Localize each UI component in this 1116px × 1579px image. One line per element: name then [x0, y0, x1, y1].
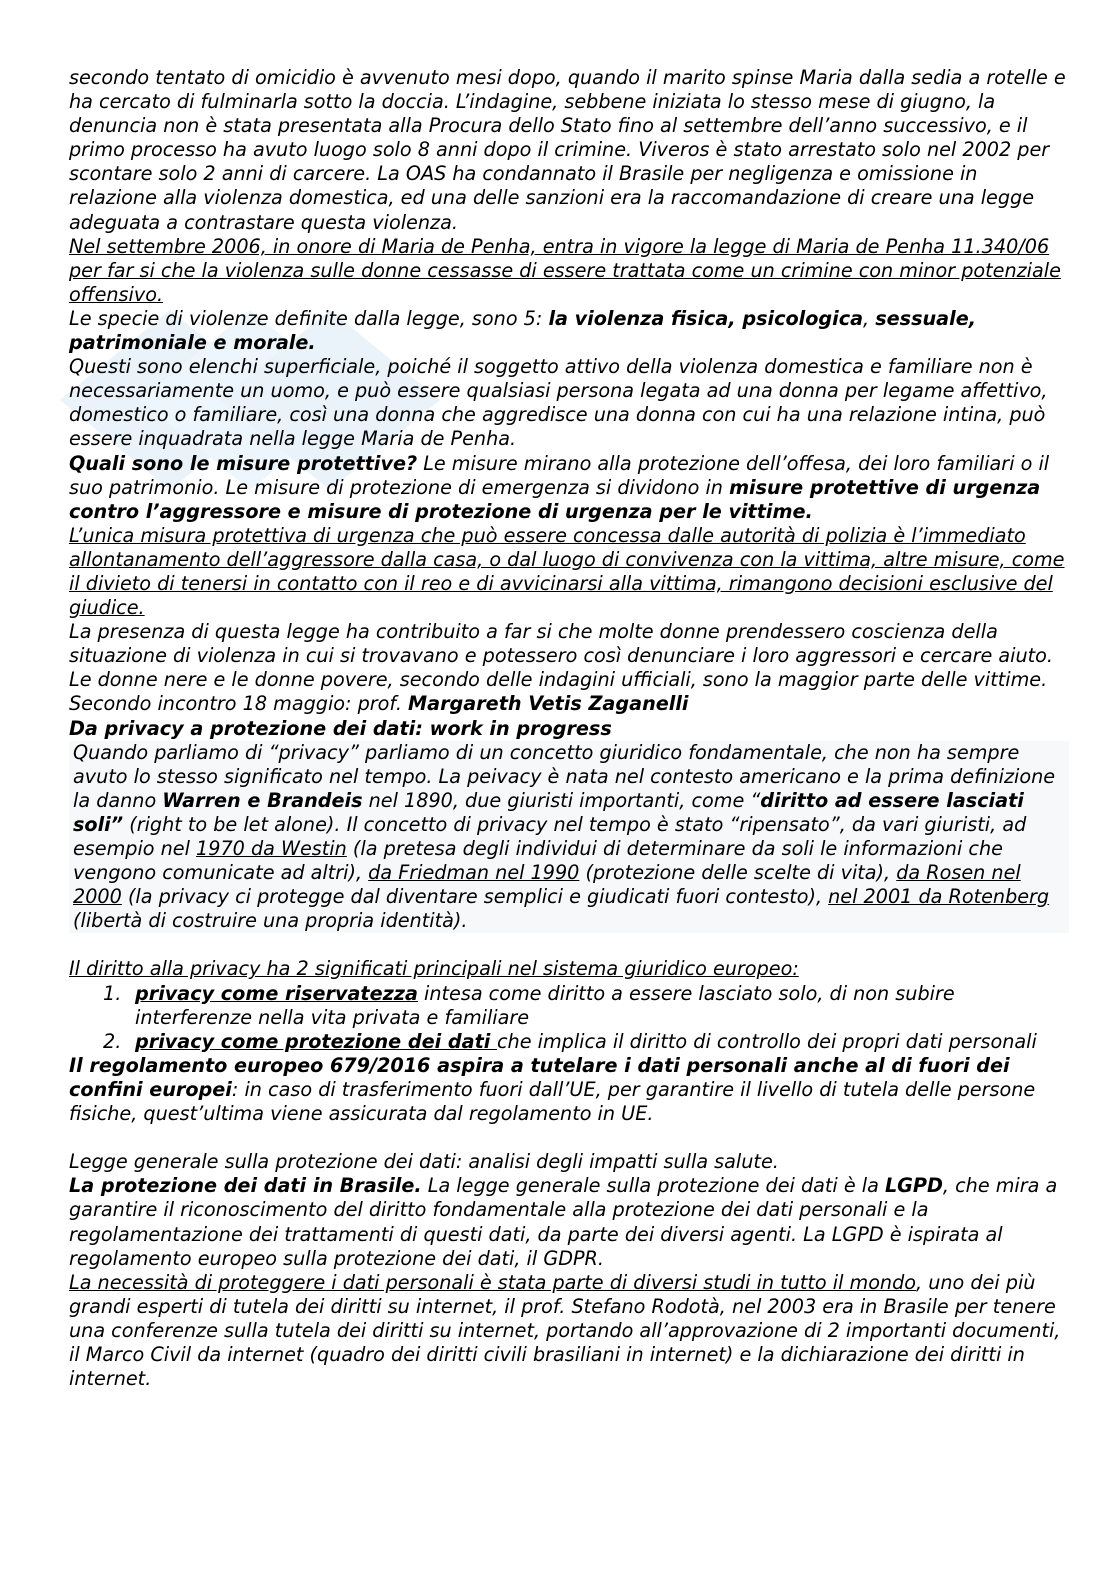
paragraph-1 [69, 66, 1069, 235]
text: La legge generale sulla protezione dei dati è la [421, 1174, 885, 1198]
underlined-text: Il diritto alla privacy ha 2 significati principali nel sistema giuridico europeo: [69, 957, 799, 981]
text: intesa come diritto a essere lasciato solo, di non subire interferenze nella vita privata e familiare [135, 981, 955, 1029]
text: , che mira a garantire il riconoscimento del diritto fondamentale alla protezione dei dati personali e la regolamentazione dei trattamenti di questi dati, da parte dei diversi agenti. La LGPD è ispirata al regolamento europeo sulla protezione dei dati, il GDPR. [69, 1174, 1058, 1270]
text: La presenza di questa legge ha contribuito a far si che molte donne prendessero coscienza della situazione di violenza in cui si trovavano e potessero così denunciare i loro aggressori e cercare aiuto. [69, 620, 1054, 668]
document-body [69, 66, 1069, 1391]
paragraph-6 [69, 524, 1069, 620]
text: nel 1890, due giuristi importanti, come “ [362, 788, 761, 812]
bold-underlined-text: privacy come protezione dei dati [135, 1029, 497, 1053]
bold-text: Il regolamento europeo 679/2016 aspira a tutelare i dati personali anche al di fuori dei confini europei [69, 1053, 1010, 1101]
paragraph-8 [69, 668, 1069, 692]
bold-text: Warren e Brandeis [162, 788, 363, 812]
text: Legge generale sulla protezione dei dati: analisi degli impatti sulla salute. [69, 1150, 779, 1174]
bold-text: Quali sono le misure protettive? [69, 451, 418, 475]
paragraph-4 [69, 355, 1069, 451]
underlined-text: nel 2001 da Rotenberg [828, 885, 1050, 909]
underlined-text: La necessità di proteggere i dati personali è stata parte di diversi studi in tutto il mondo [69, 1270, 917, 1294]
bold-underlined-text: privacy come riservatezza [135, 981, 418, 1005]
bold-text: la violenza fisica, psicologica [548, 306, 864, 330]
text: (libertà di costruire una propria identità). [73, 909, 468, 933]
bold-text: misure protettive di urgenza contro l’aggressore e misure di protezione di urgenza per le vittime. [69, 475, 1041, 523]
paragraph-14 [69, 1150, 1069, 1174]
text: Le misure mirano alla protezione dell’offesa, dei loro familiari o il suo patrimonio. Le misure di protezione di emergenza si dividono in [69, 451, 1050, 499]
paragraph-9 [69, 692, 1069, 716]
list-number: 1. [103, 981, 122, 1005]
text: (la privacy ci protegge dal diventare semplici e giudicati fuori contesto), [121, 885, 829, 909]
text: che implica il diritto di controllo dei propri dati personali [497, 1029, 1037, 1053]
text: (right to be let alone). Il concetto di privacy nel tempo è stato “ripensato”, da vari giuristi, ad esempio nel [73, 812, 1027, 860]
bold-text: LGPD [884, 1174, 943, 1198]
paragraph-11 [69, 741, 1069, 934]
bold-text: diritto ad essere lasciati soli” [73, 788, 1024, 836]
bold-text: sessuale, patrimoniale e morale. [69, 306, 976, 355]
paragraph-3 [69, 307, 1069, 355]
text: Secondo incontro 18 maggio: prof. [69, 692, 409, 716]
paragraph-7 [69, 620, 1069, 668]
bold-text: Margareth Vetis Zaganelli [408, 692, 689, 716]
text: , uno dei più grandi esperti di tutela dei diritti su internet, il prof. Stefano Rodotà, nel 2003 era in Brasile per tenere una conferenze sulla tutela dei diritti su internet, portando all’approvazione di 2 importanti documenti, il Marco Civil da internet (quadro dei diritti civili brasiliani in internet) e la dichiarazione dei diritti in internet. [69, 1270, 1061, 1391]
paragraph-5 [69, 452, 1069, 524]
text: Questi sono elenchi superficiale, poiché il soggetto attivo della violenza domestica e familiare non è necessariamente un uomo, e può essere qualsiasi persona legata ad una donna per legame affettivo, domestico o familiare, così una donna che aggredisce una donna con cui ha una relazione intina, può essere inquadrata nella legge Maria de Penha. [69, 355, 1048, 451]
section-heading: Da privacy a protezione dei dati: work in progress [69, 716, 612, 740]
paragraph-15 [69, 1174, 1069, 1270]
list-item [69, 1030, 1069, 1054]
text: secondo tentato di omicidio è avvenuto mesi dopo, quando il marito spinse Maria dalla sedia a rotelle e ha cercato di fulminarla sotto la doccia. L’indagine, sebbene iniziata lo stesso mese di giugno, la denuncia non è stata presentata alla Procura dello Stato fino al settembre dell’anno successivo, e il primo processo ha avuto luogo solo 8 anni dopo il crimine. Viveros è stato arrestato solo nel 2002 per scontare solo 2 anni di carcere. La OAS ha condannato il Brasile per negligenza e omissione in relazione alla violenza domestica, ed una delle sanzioni era la raccomandazione di creare una legge adeguata a contrastare questa violenza. [69, 66, 1066, 234]
blank-line [69, 933, 1069, 957]
paragraph-2 [69, 235, 1069, 307]
underlined-text: 1970 da Westin [196, 837, 347, 860]
paragraph-13 [69, 1054, 1069, 1126]
privacy-meanings-list [69, 982, 1069, 1054]
underlined-text: L’unica misura protettiva di urgenza che può essere concessa dalle autorità di polizia è l’immediato allontanamento dell’aggressore dalla casa, o dal luogo di convivenza con la vittima, altre misure, come il divieto di tenersi in contatto con il reo e di avvicinarsi alla vittima, rimangono decisioni esclusive del giudice. [69, 523, 1065, 620]
blank-line [69, 1126, 1069, 1150]
underlined-text: da Rosen nel 2000 [73, 861, 1021, 909]
text: (protezione delle scelte di vita), [579, 861, 897, 885]
text: (la pretesa degli individui di determinare da soli le informazioni che vengono comunicate ad altri), [73, 837, 1003, 885]
text: Le donne nere e le donne povere, secondo delle indagini ufficiali, sono la maggior parte delle vittime. [69, 668, 1048, 692]
text: Quando parliamo di “privacy” parliamo di un concetto giuridico fondamentale, che non ha sempre avuto lo stesso significato nel tempo. La peivacy è nata nel contesto americano e la prima definizione la danno [73, 740, 1056, 812]
paragraph-12 [69, 957, 1069, 981]
bold-text: La protezione dei dati in Brasile. [69, 1174, 422, 1198]
underlined-text: da Friedman nel 1990 [368, 861, 580, 885]
list-number: 2. [103, 1029, 122, 1053]
text: , [863, 306, 876, 330]
text: : in caso di trasferimento fuori dall’UE, per garantire il livello di tutela delle persone fisiche, quest’ultima viene assicurata dal regolamento in UE. [69, 1077, 1036, 1126]
paragraph-16 [69, 1271, 1069, 1391]
underlined-text: Nel settembre 2006, in onore di Maria de Penha, entra in vigore la legge di Maria de Penha 11.340/06 per far si che la violenza sulle donne cessasse di essere trattata come un crimine con minor potenziale offensivo. [69, 234, 1061, 306]
list-item [69, 982, 1069, 1030]
text: Le specie di violenze definite dalla legge, sono 5: [69, 306, 549, 330]
